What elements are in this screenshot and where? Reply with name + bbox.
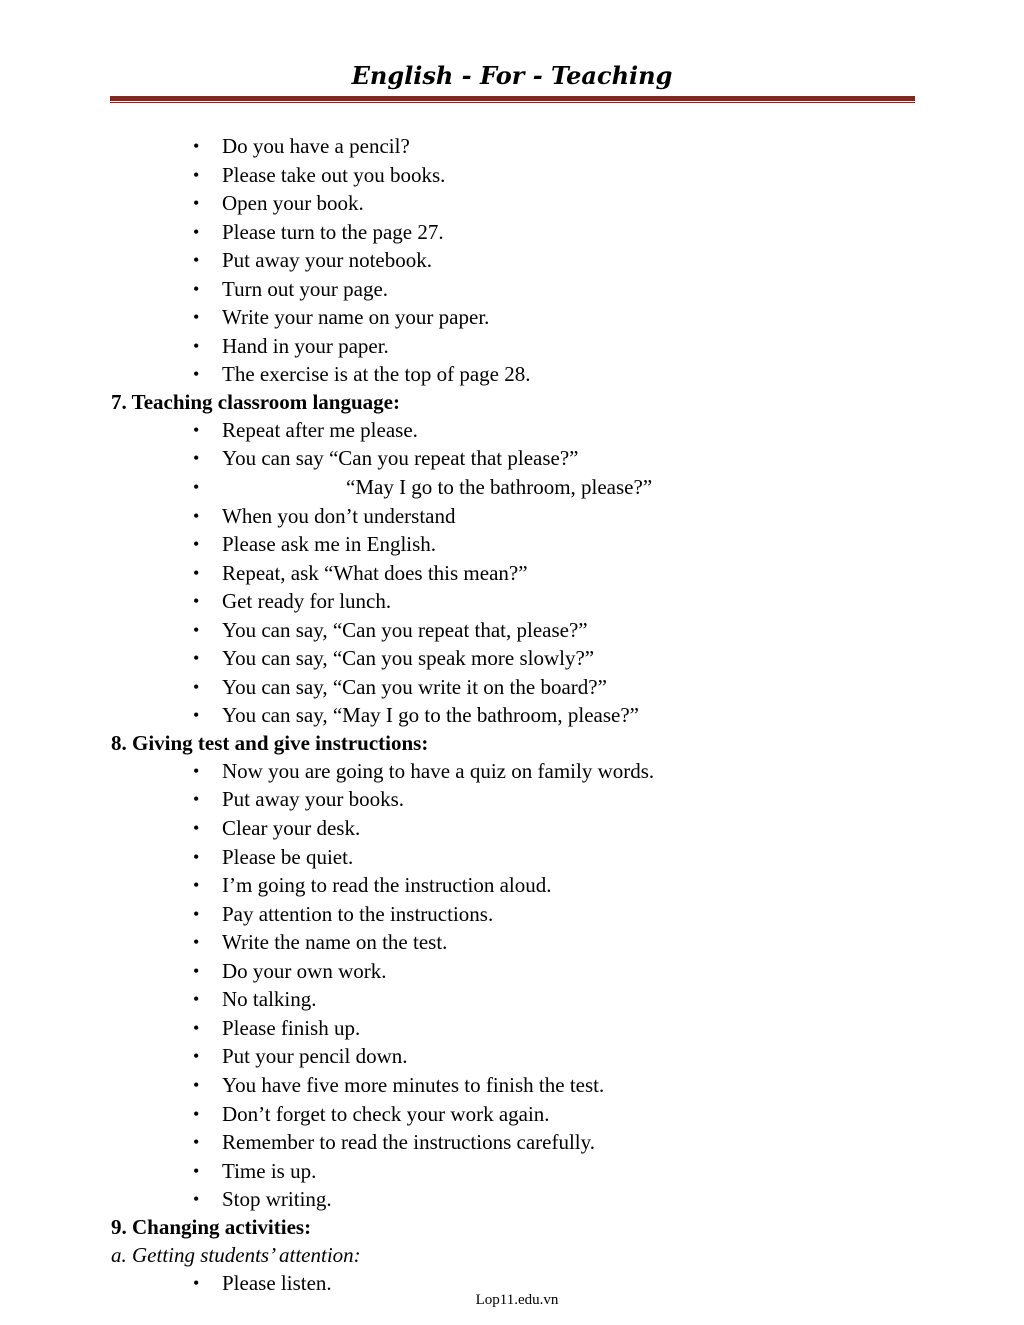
bullet-icon: • [193,335,200,356]
bullet-icon: • [193,477,200,498]
list-item [0,701,1024,730]
list-item-text: Stop writing. [222,1187,332,1212]
list-item [0,1100,1024,1129]
list-item-text: You can say “Can you repeat that please?” [222,446,579,471]
bullet-icon: • [193,1272,200,1293]
list-item-text: Do your own work. [222,958,387,983]
list-item-text: Please ask me in English. [222,532,437,557]
page-footer: Lop11.edu.vn [475,1292,559,1308]
list-item [0,644,1024,673]
list-item [0,785,1024,814]
list-item [0,444,1024,473]
list-item-text: You can say, “Can you write it on the board?” [222,674,607,699]
bullet-icon: • [193,989,200,1010]
bullet-icon: • [193,591,200,612]
bullet-icon: • [193,562,200,583]
list-item-text: You have five more minutes to finish the test. [222,1072,605,1097]
list-item-text: Put away your notebook. [222,248,432,273]
bullet-icon: • [193,1017,200,1038]
list-item [0,673,1024,702]
bullet-icon: • [193,1103,200,1124]
bullet-icon: • [193,1046,200,1067]
bullet-icon: • [193,419,200,440]
bullet-icon: • [193,705,200,726]
section-heading: 7. Teaching classroom language: [111,389,400,414]
list-item-text: Please finish up. [222,1015,361,1040]
list-item-text: Put your pencil down. [222,1044,408,1069]
list-item-text: Write the name on the test. [222,930,448,955]
bullet-icon: • [193,619,200,640]
list-item-text: You can say, “May I go to the bathroom, please?” [222,703,639,728]
bullet-icon: • [193,1160,200,1181]
list-item [0,900,1024,929]
list-item-text: Clear your desk. [222,816,361,841]
list-item [0,473,1024,502]
list-item-text: Now you are going to have a quiz on family words. [222,758,655,783]
list-item [0,1128,1024,1157]
list-item [0,985,1024,1014]
list-item [0,246,1024,275]
list-item [0,559,1024,588]
bullet-icon: • [193,789,200,810]
section-heading: 9. Changing activities: [111,1214,312,1239]
list-item-text: Open your book. [222,191,364,216]
list-item [0,928,1024,957]
bullet-icon: • [193,1189,200,1210]
bullet-icon: • [193,818,200,839]
list-item [0,1185,1024,1214]
bullet-icon: • [193,676,200,697]
bullet-icon: • [193,164,200,185]
list-item-text: “May I go to the bathroom, please?” [346,475,653,500]
bullet-icon: • [193,221,200,242]
list-item-text: When you don’t understand [222,503,456,528]
list-item [0,1014,1024,1043]
list-item [0,616,1024,645]
header-rule-thin [110,102,915,103]
section-subheading: a. Getting students’ attention: [111,1242,361,1267]
list-item [0,275,1024,304]
list-item [0,757,1024,786]
list-item-text: Repeat after me please. [222,417,418,442]
list-item-text: Please take out you books. [222,162,446,187]
list-item [0,416,1024,445]
list-item-text: Write your name on your paper. [222,305,490,330]
list-item-text: Please be quiet. [222,844,354,869]
list-item-text: Please listen. [222,1270,332,1295]
list-item [0,1042,1024,1071]
list-item [0,587,1024,616]
list-item-text: Please turn to the page 27. [222,219,444,244]
list-item [0,1157,1024,1186]
list-item [0,161,1024,190]
list-item-text: Get ready for lunch. [222,589,392,614]
bullet-icon: • [193,1132,200,1153]
bullet-icon: • [193,250,200,271]
bullet-icon: • [193,846,200,867]
header-rule [110,96,915,101]
list-item [0,957,1024,986]
list-item-text: You can say, “Can you speak more slowly?” [222,646,595,671]
bullet-icon: • [193,932,200,953]
list-item-text: Don’t forget to check your work again. [222,1101,550,1126]
list-item [0,303,1024,332]
bullet-icon: • [193,307,200,328]
bullet-icon: • [193,760,200,781]
list-item-text: Time is up. [222,1158,317,1183]
list-item [0,332,1024,361]
list-item [0,871,1024,900]
list-item-text: No talking. [222,987,317,1012]
bullet-icon: • [193,1074,200,1095]
list-item-text: I’m going to read the instruction aloud. [222,873,552,898]
list-item-text: Turn out your page. [222,276,389,301]
bullet-icon: • [193,960,200,981]
list-item [0,218,1024,247]
bullet-icon: • [193,648,200,669]
section-heading: 8. Giving test and give instructions: [111,730,429,755]
list-item [0,843,1024,872]
list-item [0,1071,1024,1100]
list-item-text: Hand in your paper. [222,333,389,358]
bullet-icon: • [193,278,200,299]
list-item-text: Pay attention to the instructions. [222,901,494,926]
list-item-text: Remember to read the instructions carefully. [222,1130,596,1155]
list-item [0,189,1024,218]
list-item [0,360,1024,389]
bullet-icon: • [193,903,200,924]
bullet-icon: • [193,875,200,896]
document-body [0,132,1024,1297]
list-item [0,814,1024,843]
bullet-icon: • [193,448,200,469]
list-item [0,132,1024,161]
list-item-text: The exercise is at the top of page 28. [222,362,531,387]
bullet-icon: • [193,505,200,526]
list-item-text: Do you have a pencil? [222,134,410,158]
list-item-text: Repeat, ask “What does this mean?” [222,560,528,585]
bullet-icon: • [193,193,200,214]
list-item-text: Put away your books. [222,787,404,812]
bullet-icon: • [193,136,200,156]
bullet-icon: • [193,364,200,385]
list-item [0,502,1024,531]
list-item [0,530,1024,559]
page-header-title: English - For - Teaching [351,61,673,90]
bullet-icon: • [193,534,200,555]
list-item-text: You can say, “Can you repeat that, please?” [222,617,588,642]
